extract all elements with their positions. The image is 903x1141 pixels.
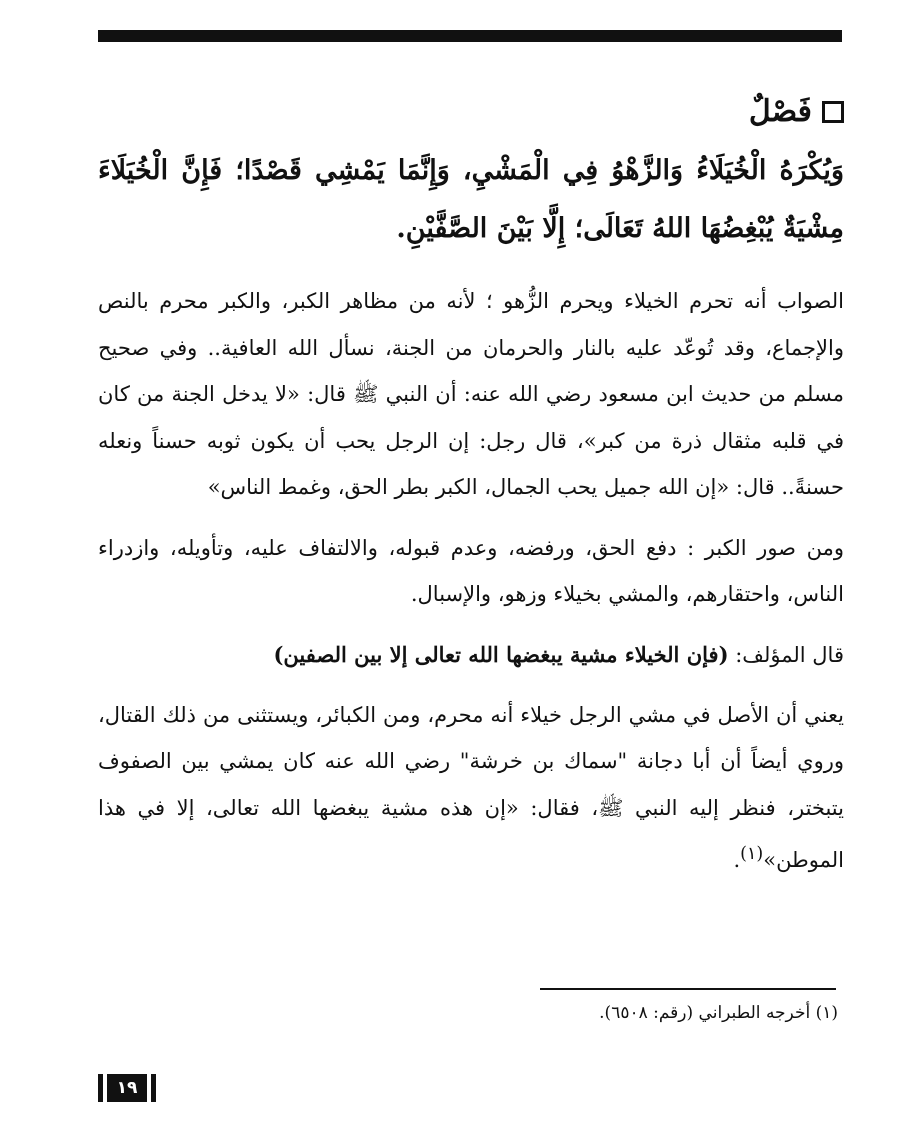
paragraph-3-end: . [733, 848, 741, 872]
square-icon [822, 101, 844, 123]
page-number-value: ١٩ [107, 1074, 147, 1102]
footnote-ref[interactable]: (١) [740, 844, 764, 864]
author-quote [98, 632, 844, 678]
footnote-separator [540, 988, 836, 990]
page-number [98, 1074, 156, 1102]
quote-text: (فإن الخيلاء مشية يبغضها الله تعالى إلا بين الصفين) [273, 641, 729, 667]
paragraph-3 [98, 692, 844, 884]
section-heading [98, 92, 844, 132]
page-body [98, 92, 844, 898]
paragraph-1: الصواب أنه تحرم الخيلاء ويحرم الزُّهو ؛ لأنه من مظاهر الكبر، والكبر محرم بالنص والإجماع، وقد تُوعّد عليه بالنار والحرمان من الجنة، نسأل الله العافية.. وفي صحيح مسلم من حديث ابن مسعود رضي الله عنه: أن النبي ﷺ قال: «لا يدخل الجنة من كان في قلبه مثقال ذرة من كبر»، قال رجل: إن الرجل يحب أن يكون ثوبه حسناً ونعله حسنةً.. قال: «إن الله جميل يحب الجمال، الكبر بطر الحق، وغمط الناس» [98, 289, 844, 499]
page-number-bar-left [98, 1074, 103, 1102]
top-rule [98, 30, 842, 42]
paragraph-3-text: يعني أن الأصل في مشي الرجل خيلاء أنه محرم، ومن الكبائر، ويستثنى من ذلك القتال، وروي أيضاً أن أبا دجانة "سماك بن خرشة" رضي الله عنه كان يمشي بين الصفوف يتبختر، فنظر إليه النبي ﷺ، فقال: «إن هذه مشية يبغضها الله تعالى، إلا في هذا الموطن» [98, 702, 844, 872]
section-title: فَصْلٌ [748, 94, 812, 129]
quote-label: قال المؤلف: [728, 642, 844, 667]
paragraph-2: ومن صور الكبر : دفع الحق، ورفضه، وعدم قبوله، والالتفاف عليه، وتأويله، وازدراء الناس، واحتقارهم، والمشي بخيلاء وزهو، والإسبال. [98, 535, 844, 606]
footnote: (١) أخرجه الطبراني (رقم: ٦٥٠٨). [599, 1003, 838, 1023]
matn-text: وَيُكْرَهُ الْخُيَلَاءُ وَالزَّهْوُ فِي الْمَشْيِ، وَإِنَّمَا يَمْشِي قَصْدًا؛ فَإِنَّ الْخُيَلَاءَ مِشْيَةٌ يُبْغِضُهَا اللهُ تَعَالَى؛ إِلَّا بَيْنَ الصَّفَّيْنِ. [98, 155, 844, 244]
page-number-bar-right [151, 1074, 156, 1102]
